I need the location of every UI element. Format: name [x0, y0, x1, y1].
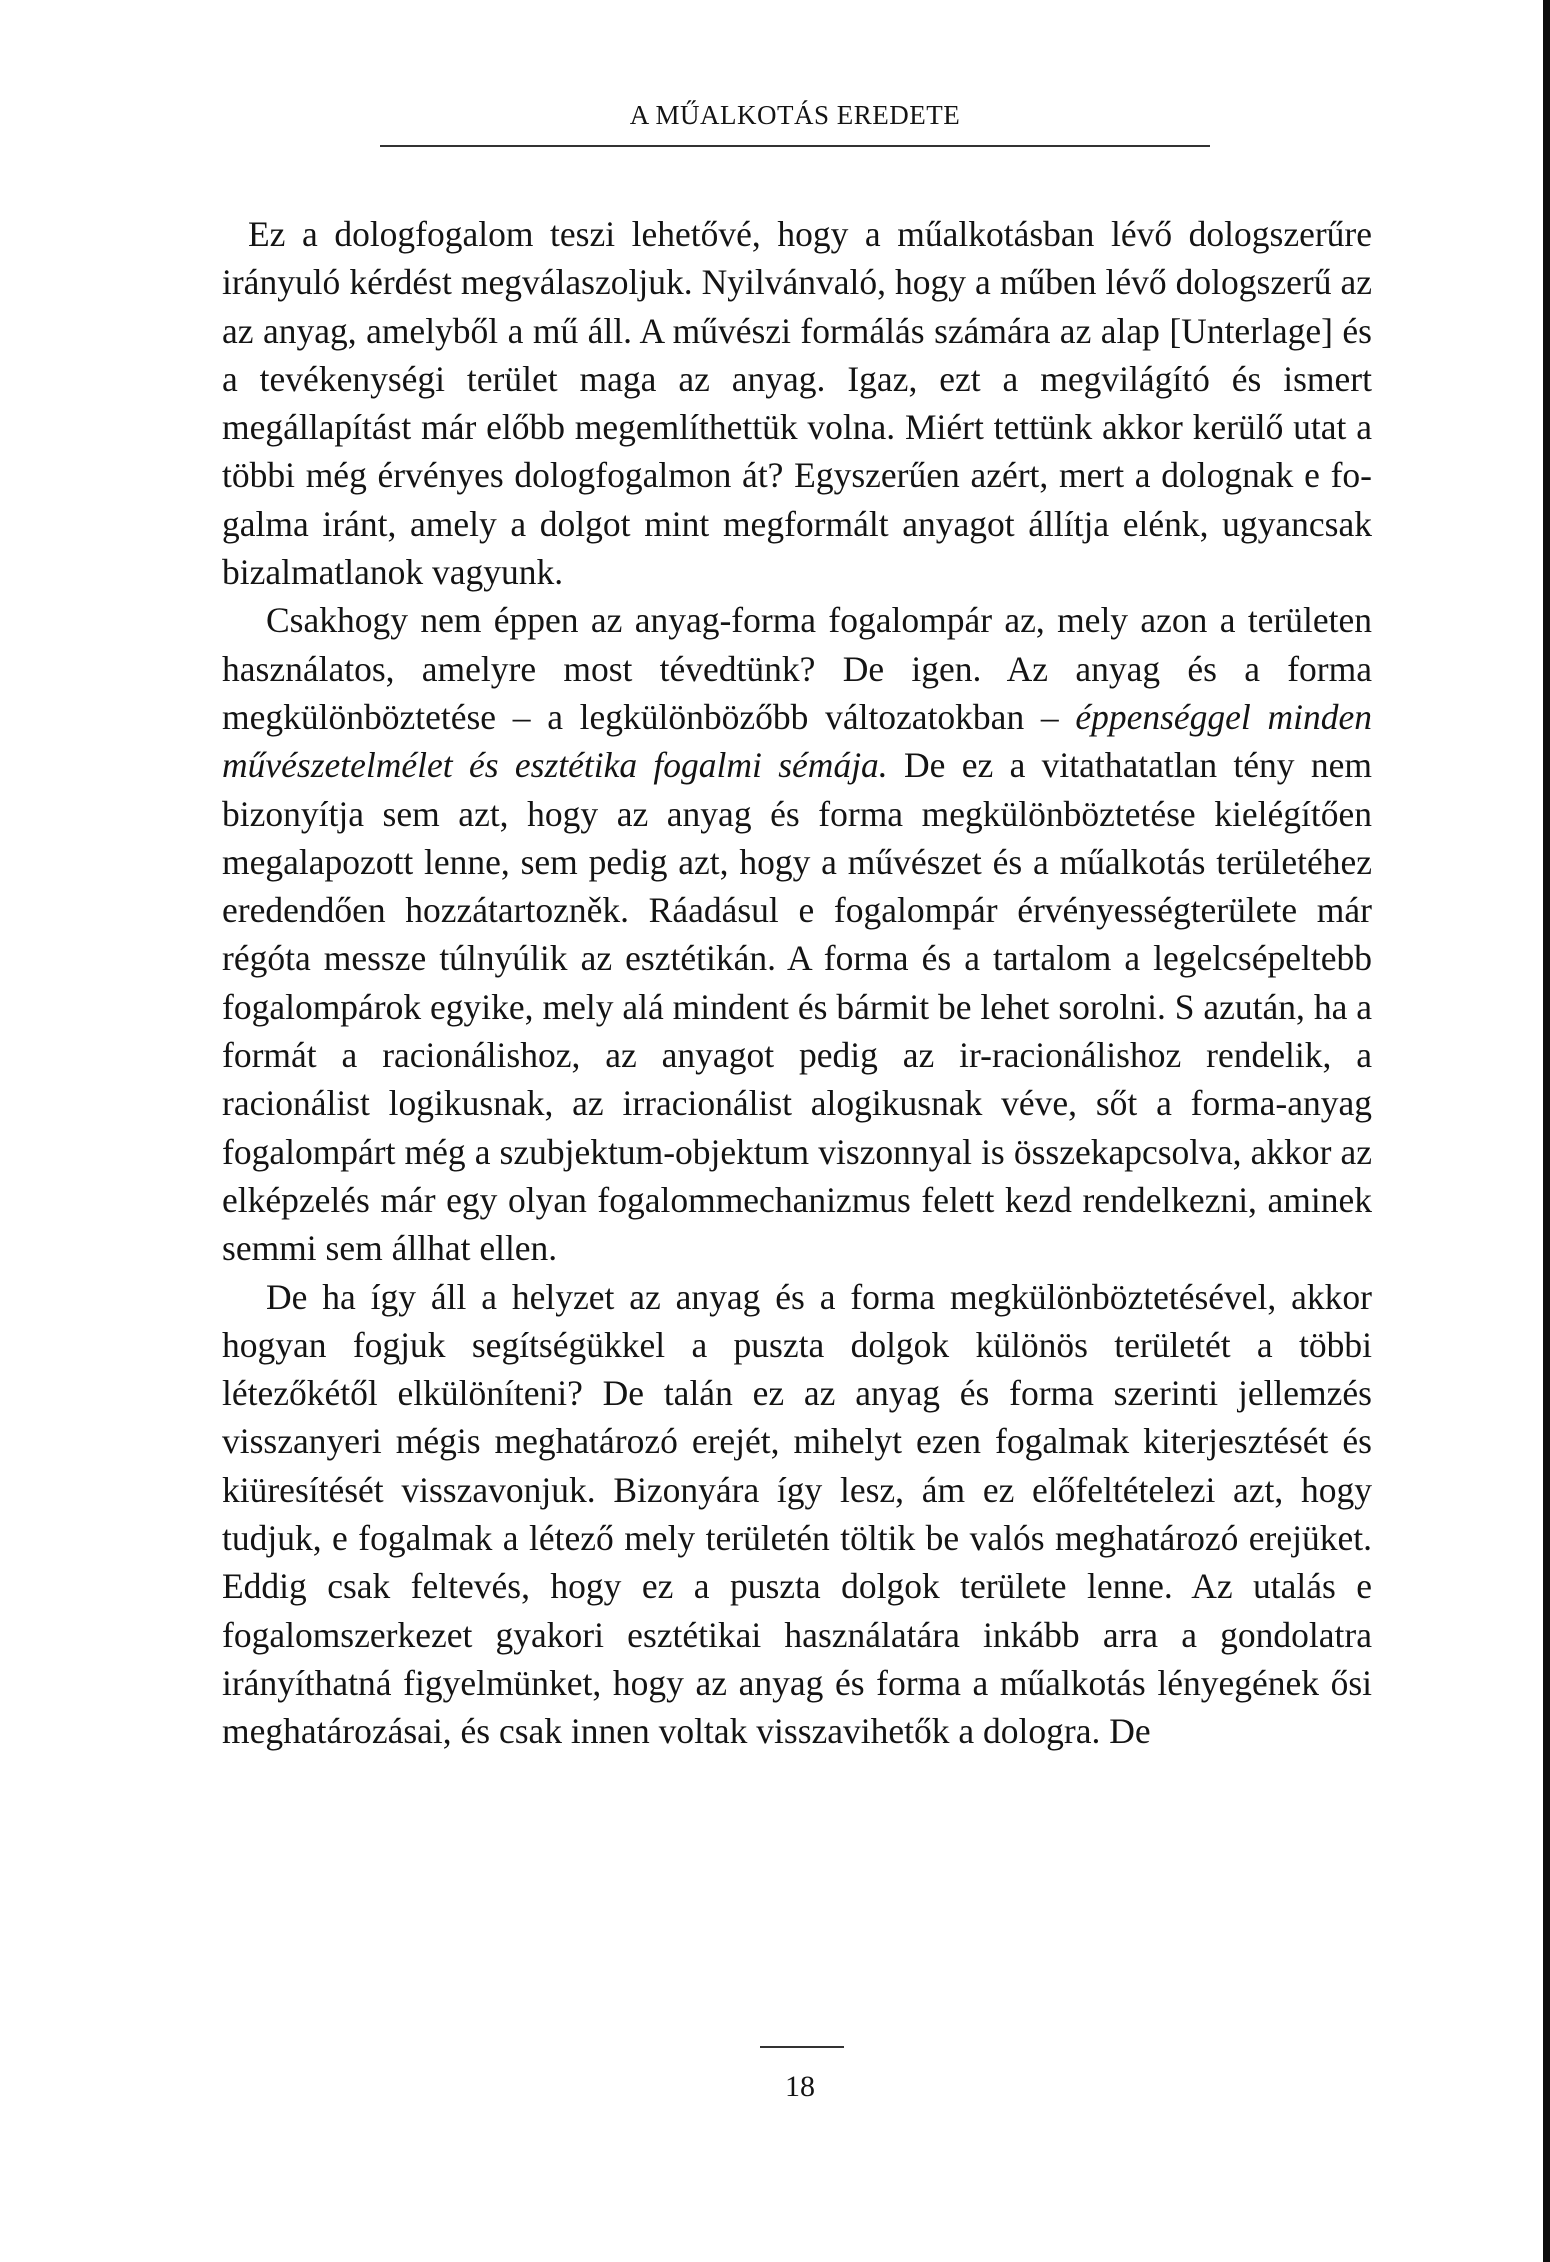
body-text [222, 210, 1372, 1756]
paragraph-2-emphasis: éppenséggel minden művészetelmélet és esztétika fogalmi sémája. [222, 696, 1372, 786]
header-rule [380, 145, 1210, 147]
paragraph-2 [222, 596, 1372, 1272]
paragraph-3 [222, 1273, 1372, 1756]
paragraph-2-text-a: Csakhogy nem éppen az anyag-forma fogalompár az, mely azon a területen használatos, amelyre most tévedtünk? De igen. Az anyag és a forma megkülönböztetése – a legkülönbözőbb változatokban – [222, 600, 1372, 737]
paragraph-1-text: Ez a dologfogalom teszi lehetővé, hogy a műalkotásban lévő dologszerűre irányuló kérdést megválaszoljuk. Nyilvánvaló, hogy a műben lévő dologszerű az az anyag, amelyből a mű áll. A művészi formálás számára az alap [Unterlage] és a tevékenységi terület maga az anyag. Igaz, ezt a megvilágító és ismert megállapítást már előbb megemlíthettük volna. Miért tettünk akkor kerülő utat a többi még érvényes dologfogalmon át? Egyszerűen azért, mert a dolognak e fogalma iránt, amely a dolgot mint megformált anyagot állítja elénk, ugyancsak bizalmatlanok vagyunk. [222, 214, 1372, 593]
page-edge-shadow [1543, 0, 1550, 2262]
page-number: 18 [785, 2070, 815, 2103]
paragraph-3-text: De ha így áll a helyzet az anyag és a forma megkülönböztetésével, akkor hogyan fogjuk segítségükkel a puszta dolgok különös területét a többi létezőkétől elkülöníteni? De talán ez az anyag és forma szerinti jellemzés visszanyeri mégis meghatározó erejét, mihelyt ezen fogalmak kiterjesztését és kiüresítését visszavonjuk. Bizonyára így lesz, ám ez előfeltételezi azt, hogy tudjuk, e fogalmak a létező mely területén töltik be valós meghatározó erejüket. Eddig csak feltevés, hogy ez a puszta dolgok területe lenne. Az utalás e fogalomszerkezet gyakori esztétikai használatára inkább arra a gondolatra irányíthatná figyelmünket, hogy az anyag és forma a műalkotás lényegének ősi meghatározásai, és csak innen voltak visszavihetők a dologra. De [222, 1276, 1372, 1752]
paragraph-2-text-b: De ez a vitathatatlan tény nem bizonyítja sem azt, hogy az anyag és forma megkülönböztetése kielégítően megalapozott lenne, sem pedig azt, hogy a művészet és a műalkotás területéhez eredendően hozzátartozněk. Ráadásul e fogalompár érvényességterülete már régóta messze túlnyúlik az esztétikán. A forma és a tartalom a legelcsépeltebb fogalompárok egyike, mely alá mindent és bármit be lehet sorolni. S azután, ha a formát a racionálishoz, az anyagot pedig az ir-racionálishoz rendelik, a racionálist logikusnak, az irracionálist alogikusnak véve, sőt a forma-anyag fogalompárt még a szubjektum-objektum viszonnyal is összekapcsolva, akkor az elképzelés már egy olyan fogalommechanizmus felett kezd rendelkezni, aminek semmi sem állhat ellen. [222, 745, 1372, 1269]
running-head: A MŰALKOTÁS EREDETE [629, 100, 961, 130]
footer-rule [760, 2046, 844, 2048]
paragraph-1 [222, 210, 1372, 596]
